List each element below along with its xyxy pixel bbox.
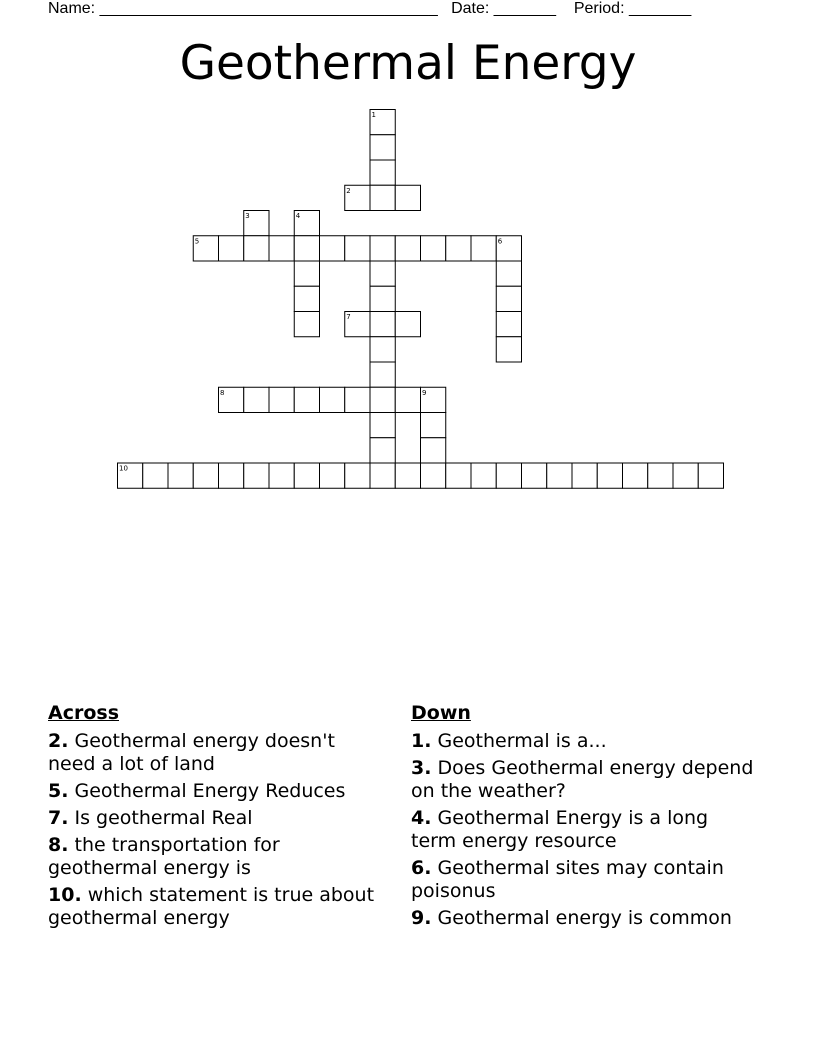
crossword-cell[interactable] <box>345 463 370 488</box>
clue-number: 4. <box>411 807 432 829</box>
crossword-cell[interactable] <box>370 387 395 412</box>
crossword-cell[interactable] <box>118 463 143 488</box>
crossword-cell[interactable] <box>370 236 395 261</box>
crossword-cell[interactable] <box>320 387 345 412</box>
crossword-cell[interactable] <box>496 337 521 362</box>
crossword-cell[interactable] <box>421 387 446 412</box>
crossword-cell[interactable] <box>370 362 395 387</box>
crossword-cell[interactable] <box>244 387 269 412</box>
clue-number: 8. <box>48 834 69 856</box>
date-field-label: Date: _______ <box>451 0 557 17</box>
down-clue <box>411 730 756 753</box>
clue-text: Geothermal is a... <box>431 730 607 752</box>
crossword-cell[interactable] <box>522 463 547 488</box>
cell-number: 3 <box>245 212 250 220</box>
crossword-cell[interactable] <box>370 413 395 438</box>
crossword-cell[interactable] <box>219 236 244 261</box>
crossword-cell[interactable] <box>421 236 446 261</box>
crossword-cell[interactable] <box>547 463 572 488</box>
crossword-cell[interactable] <box>395 185 420 210</box>
crossword-cell[interactable] <box>294 312 319 337</box>
crossword-cell[interactable] <box>370 160 395 185</box>
cell-number: 2 <box>346 186 351 195</box>
crossword-cell[interactable] <box>421 463 446 488</box>
crossword-cell[interactable] <box>395 312 420 337</box>
clue-text: Does Geothermal energy depend on the weather? <box>411 757 754 802</box>
clue-text: Geothermal sites may contain poisonus <box>411 857 724 902</box>
across-clue <box>48 884 388 930</box>
across-clue <box>48 807 388 830</box>
crossword-cell[interactable] <box>471 236 496 261</box>
clue-number: 6. <box>411 857 432 879</box>
across-clue <box>48 730 388 776</box>
crossword-cell[interactable] <box>219 463 244 488</box>
crossword-cell[interactable] <box>370 185 395 210</box>
crossword-cell[interactable] <box>168 463 193 488</box>
crossword-cell[interactable] <box>294 463 319 488</box>
crossword-cell[interactable] <box>446 463 471 488</box>
cell-number: 6 <box>497 237 503 246</box>
crossword-cell[interactable] <box>294 261 319 286</box>
crossword-cell[interactable] <box>496 463 521 488</box>
crossword-cell[interactable] <box>446 236 471 261</box>
crossword-cell[interactable] <box>572 463 597 488</box>
worksheet-header <box>48 0 768 20</box>
across-heading: Across <box>48 702 120 724</box>
crossword-cell[interactable] <box>345 236 370 261</box>
crossword-cell[interactable] <box>244 463 269 488</box>
clue-number: 7. <box>48 807 69 829</box>
crossword-cell[interactable] <box>370 312 395 337</box>
cell-number: 4 <box>295 212 301 220</box>
crossword-cell[interactable] <box>269 463 294 488</box>
clue-number: 3. <box>411 757 432 779</box>
crossword-cell[interactable] <box>370 110 395 135</box>
cell-number: 5 <box>194 237 200 246</box>
crossword-cell[interactable] <box>496 261 521 286</box>
page-title: Geothermal Energy <box>179 36 637 91</box>
crossword-cell[interactable] <box>673 463 698 488</box>
clue-number: 10. <box>48 884 82 906</box>
down-clues <box>411 702 756 934</box>
crossword-cell[interactable] <box>698 463 723 488</box>
crossword-cell[interactable] <box>269 387 294 412</box>
crossword-cell[interactable] <box>597 463 622 488</box>
crossword-cell[interactable] <box>193 236 218 261</box>
crossword-cell[interactable] <box>395 463 420 488</box>
crossword-cell[interactable] <box>471 463 496 488</box>
crossword-cell[interactable] <box>623 463 648 488</box>
crossword-cell[interactable] <box>219 387 244 412</box>
across-clue <box>48 834 388 880</box>
crossword-cell[interactable] <box>496 236 521 261</box>
crossword-cell[interactable] <box>345 312 370 337</box>
crossword-cell[interactable] <box>648 463 673 488</box>
clue-number: 2. <box>48 730 69 752</box>
clue-number: 1. <box>411 730 432 752</box>
cell-number: 10 <box>119 464 128 473</box>
down-clue <box>411 907 756 930</box>
down-clue <box>411 807 756 853</box>
crossword-cell[interactable] <box>345 387 370 412</box>
crossword-cell[interactable] <box>496 312 521 337</box>
period-field-label: Period: _______ <box>573 0 692 17</box>
crossword-cell[interactable] <box>421 438 446 463</box>
crossword-cell[interactable] <box>294 286 319 311</box>
crossword-cell[interactable] <box>294 211 319 236</box>
clue-text: Geothermal Energy is a long term energy resource <box>411 807 709 852</box>
crossword-cell[interactable] <box>395 387 420 412</box>
crossword-cell[interactable] <box>269 236 294 261</box>
crossword-cell[interactable] <box>496 286 521 311</box>
across-clues <box>48 702 388 934</box>
crossword-cell[interactable] <box>421 413 446 438</box>
crossword-cell[interactable] <box>294 387 319 412</box>
down-heading: Down <box>411 702 471 724</box>
cell-number: 1 <box>371 111 376 119</box>
crossword-cell[interactable] <box>320 463 345 488</box>
crossword-cell[interactable] <box>370 135 395 160</box>
crossword-cell[interactable] <box>294 236 319 261</box>
crossword-cell[interactable] <box>370 438 395 463</box>
cell-number: 7 <box>346 313 351 321</box>
crossword-cell[interactable] <box>370 261 395 286</box>
name-field-label: Name: ______________________________________ <box>48 0 438 17</box>
crossword-cell[interactable] <box>320 236 345 261</box>
down-clue <box>411 757 756 803</box>
crossword-cell[interactable] <box>395 236 420 261</box>
crossword-cell[interactable] <box>244 211 269 236</box>
crossword-cell[interactable] <box>143 463 168 488</box>
clue-text: Geothermal energy doesn't need a lot of land <box>48 730 335 775</box>
clue-text: Geothermal Energy Reduces <box>68 780 346 802</box>
crossword-cell[interactable] <box>345 185 370 210</box>
cell-number: 8 <box>220 388 225 397</box>
clue-text: the transportation for geothermal energy is <box>48 834 280 879</box>
crossword-cell[interactable] <box>370 286 395 311</box>
down-clue <box>411 857 756 903</box>
clue-number: 9. <box>411 907 432 929</box>
crossword-cell[interactable] <box>370 463 395 488</box>
clue-text: Is geothermal Real <box>68 807 253 829</box>
crossword-cell[interactable] <box>193 463 218 488</box>
cell-number: 9 <box>422 388 427 397</box>
clue-text: Geothermal energy is common <box>431 907 732 929</box>
clue-number: 5. <box>48 780 69 802</box>
across-clue <box>48 780 388 803</box>
crossword-cell[interactable] <box>370 337 395 362</box>
crossword-cell[interactable] <box>244 236 269 261</box>
clue-text: which statement is true about geothermal energy <box>48 884 375 929</box>
